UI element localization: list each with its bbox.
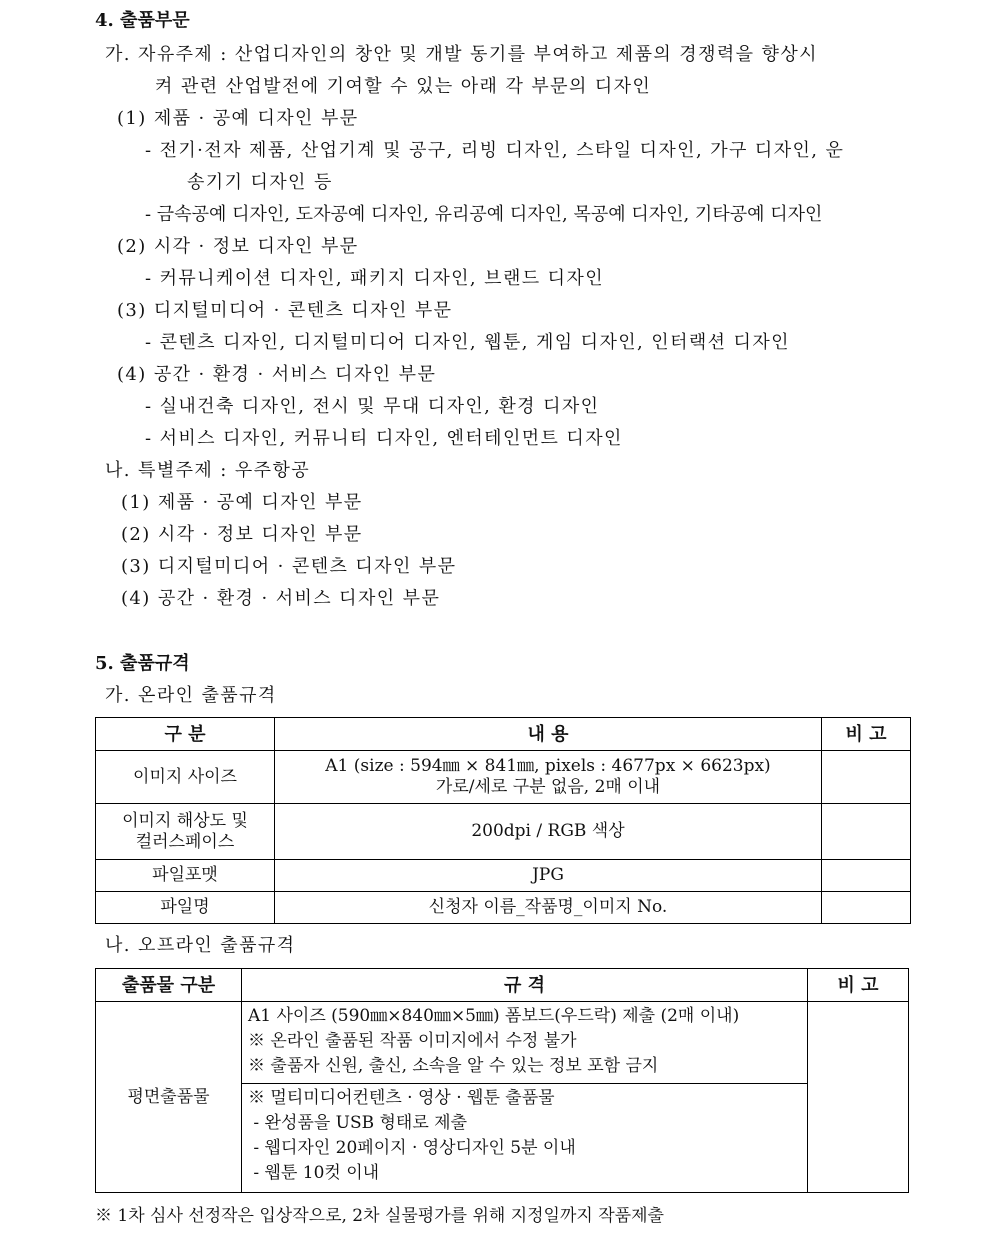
free-cat4-title: (4) 공간 · 환경 · 서비스 디자인 부문	[117, 364, 437, 385]
table-row	[96, 751, 911, 804]
free-cat4-item2: - 서비스 디자인, 커뮤니티 디자인, 엔터테인먼트 디자인	[145, 428, 623, 449]
free-cat2-title: (2) 시각 · 정보 디자인 부문	[117, 236, 359, 257]
image-orientation-spec: 가로/세로 구분 없음, 2매 이내	[435, 777, 661, 797]
special-cat4: (4) 공간 · 환경 · 서비스 디자인 부문	[121, 588, 441, 609]
table-header-row	[96, 969, 909, 1002]
multimedia-spec-block	[242, 1083, 807, 1192]
list-item: ※ 출품자 신원, 출신, 소속을 알 수 있는 정보 포함 금지	[248, 1056, 659, 1076]
header-category: 구 분	[96, 718, 275, 751]
free-cat3-title: (3) 디지털미디어 · 콘텐츠 디자인 부문	[117, 300, 453, 321]
section4-heading: 4. 출품부문	[95, 10, 190, 31]
header-category: 출품물 구분	[96, 969, 242, 1002]
row-label: 파일포맷	[96, 860, 275, 892]
row-label-line1: 이미지 해상도 및	[122, 810, 248, 831]
special-cat1: (1) 제품 · 공예 디자인 부문	[121, 492, 363, 513]
row-note	[822, 860, 911, 892]
table-row	[96, 804, 911, 860]
flat-work-spec-block	[242, 1002, 807, 1083]
row-note	[822, 892, 911, 924]
list-item: ※ 멀티미디어컨텐츠 · 영상 · 웹툰 출품물	[248, 1088, 555, 1108]
list-item: - 웹디자인 20페이지 · 영상디자인 5분 이내	[248, 1138, 576, 1158]
free-cat1-item1-cont: 송기기 디자인 등	[187, 172, 333, 193]
table-header-row	[96, 718, 911, 751]
row-note	[808, 1002, 909, 1193]
row-label-line2: 컬러스페이스	[135, 831, 235, 852]
row-note	[822, 804, 911, 860]
online-spec-title: 가. 온라인 출품규격	[105, 685, 277, 706]
free-cat1-item1: - 전기·전자 제품, 산업기계 및 공구, 리빙 디자인, 스타일 디자인, 가구 디자인, 운	[145, 140, 845, 161]
offline-spec-cell	[242, 1002, 808, 1193]
table-row	[96, 1002, 909, 1193]
header-spec: 규 격	[242, 969, 808, 1002]
image-size-spec: A1 (size : 594㎜ × 841㎜, pixels : 4677px × 6623px)	[325, 756, 771, 776]
free-topic-line2: 켜 관련 산업발전에 기여할 수 있는 아래 각 부문의 디자인	[155, 76, 652, 97]
free-cat1-item2: - 금속공예 디자인, 도자공예 디자인, 유리공예 디자인, 목공예 디자인, 기타공예 디자인	[145, 204, 823, 225]
free-cat4-item1: - 실내건축 디자인, 전시 및 무대 디자인, 환경 디자인	[145, 396, 600, 417]
row-content: JPG	[275, 860, 822, 892]
table-row	[96, 892, 911, 924]
row-label: 파일명	[96, 892, 275, 924]
row-label: 평면출품물	[96, 1002, 242, 1193]
list-item: - 웹툰 10컷 이내	[248, 1163, 380, 1183]
special-cat3: (3) 디지털미디어 · 콘텐츠 디자인 부문	[121, 556, 457, 577]
footnote: ※ 1차 심사 선정작은 입상작으로, 2차 실물평가를 위해 지정일까지 작품제출	[95, 1206, 664, 1226]
row-content: 신청자 이름_작품명_이미지 No.	[275, 892, 822, 924]
row-content	[275, 751, 822, 804]
free-topic-line1: 가. 자유주제 : 산업디자인의 창안 및 개발 동기를 부여하고 제품의 경쟁력을 향상시	[105, 44, 818, 65]
header-note: 비 고	[808, 969, 909, 1002]
list-item: ※ 온라인 출품된 작품 이미지에서 수정 불가	[248, 1031, 577, 1051]
online-spec-table	[95, 717, 911, 924]
list-item: A1 사이즈 (590㎜×840㎜×5㎜) 폼보드(우드락) 제출 (2매 이내)	[248, 1006, 740, 1026]
list-item: - 완성품을 USB 형태로 제출	[248, 1113, 468, 1133]
table-row	[96, 860, 911, 892]
free-cat2-item1: - 커뮤니케이션 디자인, 패키지 디자인, 브랜드 디자인	[145, 268, 605, 289]
row-label: 이미지 사이즈	[96, 751, 275, 804]
row-label	[96, 804, 275, 860]
row-content: 200dpi / RGB 색상	[275, 804, 822, 860]
free-cat3-item1: - 콘텐츠 디자인, 디지털미디어 디자인, 웹툰, 게임 디자인, 인터랙션 디자인	[145, 332, 790, 353]
row-note	[822, 751, 911, 804]
header-content: 내 용	[275, 718, 822, 751]
special-topic-title: 나. 특별주제 : 우주항공	[105, 460, 311, 481]
offline-spec-title: 나. 오프라인 출품규격	[105, 935, 296, 956]
section5-heading: 5. 출품규격	[95, 653, 190, 674]
offline-spec-table	[95, 968, 909, 1193]
free-cat1-title: (1) 제품 · 공예 디자인 부문	[117, 108, 359, 129]
header-note: 비 고	[822, 718, 911, 751]
special-cat2: (2) 시각 · 정보 디자인 부문	[121, 524, 363, 545]
